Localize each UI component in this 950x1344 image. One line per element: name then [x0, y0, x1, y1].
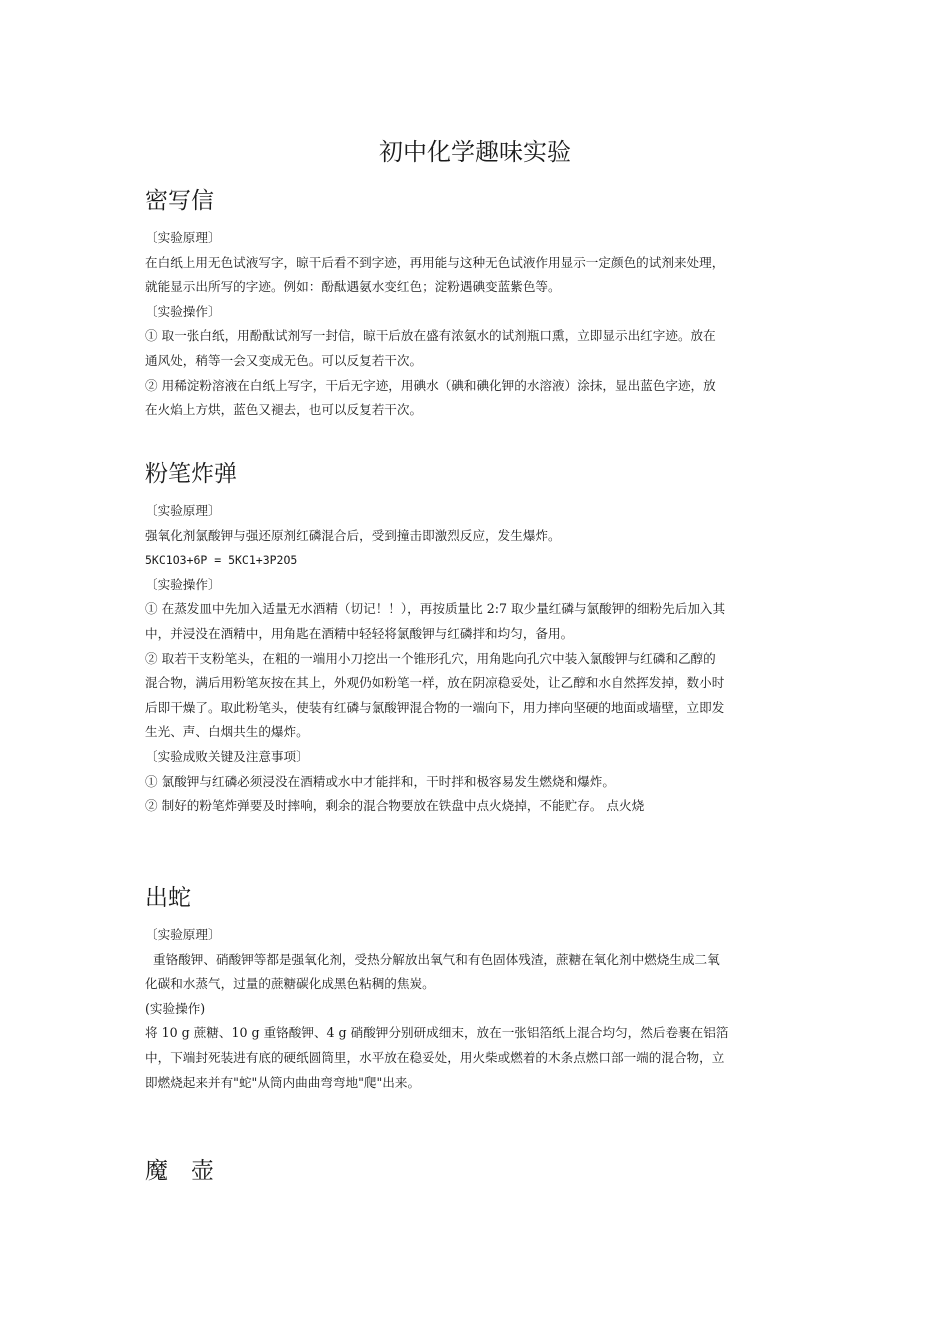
section-line: ② 制好的粉笔炸弹要及时摔响，剩余的混合物要放在铁盘中点火烧掉，不能贮存。 点火烧 — [145, 798, 645, 814]
section-line: 后即干燥了。取此粉笔头，使装有红磷与氯酸钾混合物的一端向下，用力摔向坚硬的地面或墙壁，立即发 — [145, 699, 725, 715]
section-line: ② 取若干支粉笔头，在粗的一端用小刀挖出一个锥形孔穴，用角匙向孔穴中装入氯酸钾与红磷和乙醇的 — [145, 650, 716, 666]
section-title: 粉笔炸弹 — [145, 461, 237, 487]
section-line: 生光、声、白烟共生的爆炸。 — [145, 724, 309, 740]
section-line: ① 取一张白纸，用酚酞试剂写一封信，晾干后放在盛有浓氨水的试剂瓶口熏，立即显示出红字迹。放在 — [145, 328, 716, 344]
section-line: 化碳和水蒸气，过量的蔗糖碳化成黑色粘稠的焦炭。 — [145, 976, 435, 992]
section-line: (实验操作) — [145, 1000, 206, 1016]
chemical-equation: 5KC1O3+6P = 5KC1+3P2O5 — [145, 553, 298, 568]
document-title: 初中化学趣味实验 — [379, 138, 571, 166]
section-title: 出蛇 — [145, 885, 191, 911]
section-line: 〔实验操作〕 — [145, 576, 221, 592]
section-line: 〔实验操作〕 — [145, 303, 221, 319]
section-line: 〔实验原理〕 — [145, 503, 221, 518]
section-line: 强氧化剂氯酸钾与强还原剂红磷混合后，受到撞击即激烈反应，发生爆炸。 — [145, 527, 561, 543]
section-title: 魔 壶 — [145, 1158, 214, 1184]
section-secret-letter — [145, 184, 810, 423]
section-line: 中，并浸没在酒精中，用角匙在酒精中轻轻将氯酸钾与红磷拌和均匀，备用。 — [145, 625, 574, 641]
section-title: 密写信 — [145, 188, 214, 214]
section-chalk-bomb — [145, 457, 810, 819]
section-magic-pot — [145, 1154, 810, 1196]
section-line: 就能显示出所写的字迹。例如：酚酞遇氨水变红色；淀粉遇碘变蓝紫色等。 — [145, 279, 561, 295]
section-line: 在白纸上用无色试液写字，晾干后看不到字迹，再用能与这种无色试液作用显示一定颜色的试剂来处理， — [145, 254, 725, 270]
section-line: 通风处，稍等一会又变成无色。可以反复若干次。 — [145, 352, 423, 368]
section-line: 〔实验原理〕 — [145, 230, 221, 245]
section-snake — [145, 881, 810, 1095]
section-line: 即燃烧起来并有"蛇"从筒内曲曲弯弯地"爬"出来。 — [145, 1074, 421, 1090]
section-line: ① 氯酸钾与红磷必须浸没在酒精或水中才能拌和，干时拌和极容易发生燃烧和爆炸。 — [145, 773, 615, 789]
section-line: 将 10 g 蔗糖、10 g 重铬酸钾、4 g 硝酸钾分别研成细末，放在一张铝箔纸上混合均匀，然后卷裹在铝箔 — [145, 1025, 729, 1041]
section-line: ② 用稀淀粉溶液在白纸上写字，干后无字迹，用碘水（碘和碘化钾的水溶液）涂抹，显出蓝色字迹，放 — [145, 377, 716, 393]
section-line: 〔实验原理〕 — [145, 927, 221, 942]
section-line: 在火焰上方烘，蓝色又褪去，也可以反复若干次。 — [145, 402, 423, 418]
section-line: 〔实验成败关键及注意事项〕 — [145, 748, 309, 764]
section-line: ① 在蒸发皿中先加入适量无水酒精（切记！！），再按质量比 2:7 取少量红磷与氯酸钾的细粉先后加入其 — [145, 601, 726, 617]
section-line: 中，下端封死装进有底的硬纸圆筒里，水平放在稳妥处，用火柴或燃着的木条点燃口部一端的混合物，立 — [145, 1049, 725, 1065]
section-line: 混合物，满后用粉笔灰按在其上，外观仍如粉笔一样，放在阴凉稳妥处，让乙醇和水自然挥发掉，数小时 — [145, 675, 725, 691]
section-line: 重铬酸钾、硝酸钾等都是强氧化剂，受热分解放出氧气和有色固体残渣，蔗糖在氧化剂中燃烧生成二氧 — [145, 951, 720, 967]
